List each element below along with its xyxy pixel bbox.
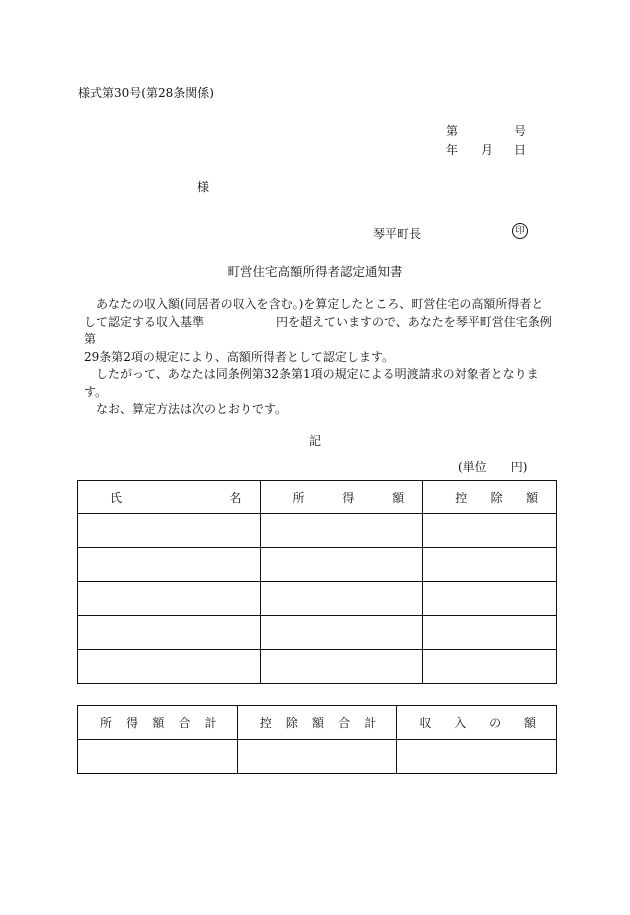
header-char: 計: [204, 716, 217, 730]
header-char: 氏: [110, 490, 123, 505]
header-char: 収: [419, 716, 432, 730]
notice-body: [84, 296, 560, 419]
header-deduction: [423, 481, 557, 514]
header-deduction-total: [237, 706, 397, 740]
header-char: 入: [454, 716, 467, 730]
deduction-cell[interactable]: [423, 650, 557, 684]
header-char: 控: [259, 716, 272, 730]
totals-table-header: [78, 706, 557, 740]
header-char: 控: [455, 490, 468, 505]
name-cell[interactable]: [78, 650, 261, 684]
header-income: [260, 481, 423, 514]
seal-mark: 印: [512, 223, 528, 239]
income-table: [77, 480, 557, 684]
deduction-total-cell[interactable]: [237, 740, 397, 774]
body-line: 29条第2項の規定により、高額所得者として認定します。: [84, 349, 394, 364]
unit-open: (単位: [458, 460, 487, 474]
header-char: 所: [100, 716, 113, 730]
form-number: 様式第30号(第28条関係): [78, 86, 214, 100]
table-row: [78, 740, 557, 774]
document-title: 町営住宅高額所得者認定通知書: [227, 264, 403, 279]
table-row: [78, 548, 557, 582]
date-year-label: 年: [446, 143, 459, 157]
header-char: 額: [523, 716, 536, 730]
header-char: の: [489, 716, 502, 730]
body-line: なお、算定方法は次のとおりです。: [96, 402, 288, 416]
income-cell[interactable]: [260, 548, 423, 582]
income-amount-cell[interactable]: [397, 740, 557, 774]
name-cell[interactable]: [78, 548, 261, 582]
header-char: 所: [292, 490, 305, 505]
body-line: あなたの収入額(同居者の収入を含む。)を算定したところ、町営住宅の高額所得者と: [96, 297, 544, 311]
income-cell[interactable]: [260, 514, 423, 548]
name-cell[interactable]: [78, 616, 261, 650]
table-row: [78, 616, 557, 650]
header-char: 計: [364, 716, 377, 730]
table-row: [78, 650, 557, 684]
header-char: 額: [525, 490, 538, 505]
income-cell[interactable]: [260, 582, 423, 616]
income-total-cell[interactable]: [78, 740, 238, 774]
name-cell[interactable]: [78, 514, 261, 548]
document-number-label: 第: [446, 124, 459, 138]
deduction-cell[interactable]: [423, 548, 557, 582]
unit-close: 円): [510, 460, 528, 474]
date-day-label: 日: [514, 143, 527, 157]
header-char: 得: [342, 490, 355, 505]
header-char: 名: [229, 490, 242, 505]
table-row: [78, 514, 557, 548]
header-income-total: [78, 706, 238, 740]
income-cell[interactable]: [260, 616, 423, 650]
header-char: 額: [312, 716, 325, 730]
header-char: 額: [392, 490, 405, 505]
header-char: 合: [338, 716, 351, 730]
income-cell[interactable]: [260, 650, 423, 684]
header-char: 額: [152, 716, 165, 730]
date-month-label: 月: [481, 143, 494, 157]
income-table-header: [78, 481, 557, 514]
body-line: して認定する収入基準 円を超えていますので、あなたを琴平町営住宅条例第: [84, 314, 552, 346]
body-line: したがって、あなたは同条例第32条第1項の規定による明渡請求の対象者となりま: [96, 367, 539, 381]
unit-label: [458, 458, 527, 475]
header-char: 得: [126, 716, 139, 730]
deduction-cell[interactable]: [423, 616, 557, 650]
deduction-cell[interactable]: [423, 582, 557, 616]
header-name: [78, 481, 261, 514]
deduction-cell[interactable]: [423, 514, 557, 548]
header-char: 除: [490, 490, 503, 505]
issuer-title: 琴平町長: [373, 227, 422, 241]
addressee-suffix: 様: [197, 180, 210, 194]
table-row: [78, 582, 557, 616]
totals-table: [77, 705, 557, 774]
header-char: 合: [178, 716, 191, 730]
header-char: 除: [285, 716, 298, 730]
header-income-amount: [397, 706, 557, 740]
document-number-suffix: 号: [514, 124, 527, 138]
record-label: 記: [308, 434, 321, 448]
name-cell[interactable]: [78, 582, 261, 616]
body-line: す。: [84, 384, 108, 399]
